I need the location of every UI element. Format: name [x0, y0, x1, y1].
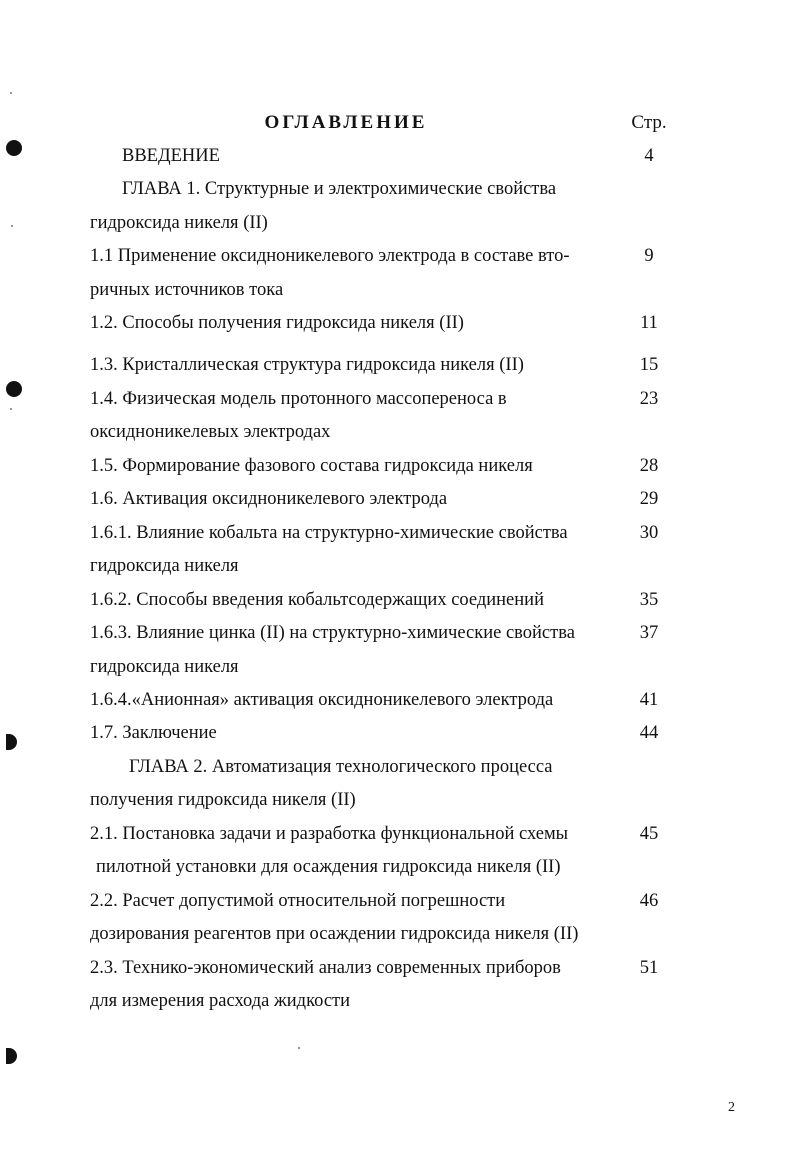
toc-entry-text: ВВЕДЕНИЕ — [122, 146, 220, 166]
scan-speck — [298, 1047, 300, 1049]
toc-entry-text: 1.6.3. Влияние цинка (II) на структурно-химические свойства — [90, 623, 575, 643]
page-number: 2 — [728, 1100, 735, 1115]
toc-entry-text: пилотной установки для осаждения гидроксида никеля (II) — [96, 857, 561, 877]
punch-hole-4 — [6, 1048, 17, 1064]
toc-entry-text: получения гидроксида никеля (II) — [90, 790, 356, 810]
punch-hole-3 — [6, 734, 17, 750]
toc-entry-text: 1.7. Заключение — [90, 723, 217, 743]
toc-entry-page: 46 — [639, 891, 659, 911]
punch-hole-1 — [6, 140, 22, 156]
toc-entry-page: 30 — [639, 523, 659, 543]
toc-entry-text: 1.4. Физическая модель протонного массопереноса в — [90, 389, 507, 409]
toc-entry-text: 1.3. Кристаллическая структура гидроксида никеля (II) — [90, 355, 524, 375]
toc-entry-page: 51 — [639, 958, 659, 978]
toc-entry-page: 4 — [644, 146, 654, 166]
toc-entry-text: 1.6.4.«Анионная» активация оксидноникелевого электрода — [90, 690, 554, 710]
toc-entry-text: 1.6.2. Способы введения кобальтсодержащих соединений — [90, 590, 544, 610]
toc-entry-text: для измерения расхода жидкости — [90, 991, 351, 1011]
toc-entry-text: 1.6. Активация оксидноникелевого электрода — [90, 489, 448, 509]
toc-entry-page: 44 — [639, 723, 659, 743]
toc-entry-text: гидроксида никеля — [90, 556, 239, 576]
toc-entry-text: ГЛАВА 2. Автоматизация технологического процесса — [129, 757, 553, 777]
toc-entry-page: 23 — [639, 389, 659, 409]
toc-entry-text: 1.2. Способы получения гидроксида никеля (II) — [90, 313, 464, 333]
toc-entry-page: 35 — [639, 590, 659, 610]
toc-entry-page: 45 — [639, 824, 659, 844]
toc-entry-text: 2.2. Расчет допустимой относительной погрешности — [90, 891, 506, 911]
toc-entry-text: оксидноникелевых электродах — [90, 422, 331, 442]
toc-entry-text: ричных источников тока — [90, 280, 284, 300]
punch-hole-2 — [6, 381, 22, 397]
toc-entry-text: 1.6.1. Влияние кобальта на структурно-химические свойства — [90, 523, 568, 543]
toc-entry-page: 15 — [639, 355, 659, 375]
toc-entry-page: 41 — [639, 690, 659, 710]
toc-entry-text: 1.5. Формирование фазового состава гидроксида никеля — [90, 456, 533, 476]
toc-entry-page: 11 — [640, 313, 658, 333]
toc-entry-text: гидроксида никеля (II) — [90, 213, 268, 233]
toc-entry-page: 28 — [639, 456, 659, 476]
toc-entry-text: гидроксида никеля — [90, 657, 239, 677]
toc-entry-page: 9 — [644, 246, 654, 266]
scan-speck — [11, 225, 13, 227]
page-column-label: Стр. — [631, 112, 667, 133]
toc-title: ОГЛАВЛЕНИЕ — [264, 112, 428, 133]
toc-entry-page: 29 — [639, 489, 659, 509]
toc-entry-text: дозирования реагентов при осаждении гидроксида никеля (II) — [90, 924, 579, 944]
toc-entry-text: 1.1 Применение оксидноникелевого электрода в составе вто- — [90, 246, 570, 266]
scan-speck — [10, 92, 12, 94]
toc-entry-text: 2.3. Технико-экономический анализ современных приборов — [90, 958, 561, 978]
toc-entry-text: ГЛАВА 1. Структурные и электрохимические свойства — [122, 179, 557, 199]
scan-speck — [10, 408, 12, 410]
toc-entry-text: 2.1. Постановка задачи и разработка функциональной схемы — [90, 824, 569, 844]
toc-entry-page: 37 — [639, 623, 659, 643]
